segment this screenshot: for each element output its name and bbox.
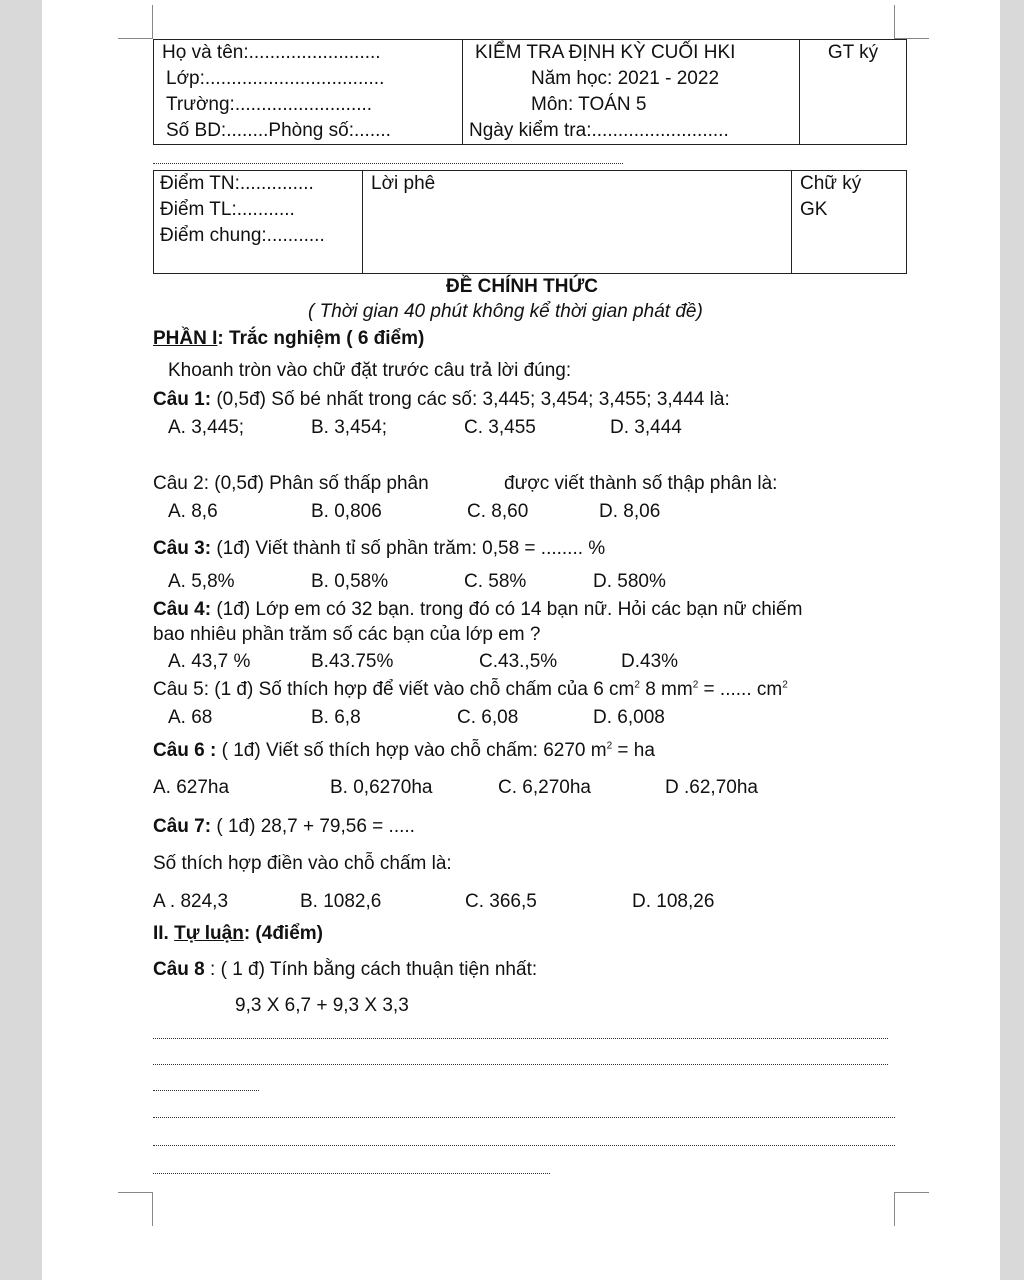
crop-mark-top-right-v [894, 5, 895, 39]
question-7 [153, 815, 415, 839]
q3-option-d[interactable]: D. 580% [593, 571, 666, 592]
question-5-text-b: 8 mm [639, 679, 693, 700]
q3-option-c[interactable]: C. 58% [464, 571, 527, 592]
part2-prefix: II. [153, 923, 175, 944]
question-6-text-a: ( 1đ) Viết số thích hợp vào chỗ chấm: 6270 m [216, 740, 607, 761]
part1-prefix: PHẦN I [153, 328, 218, 349]
q6-option-b[interactable]: B. 0,6270ha [330, 777, 433, 798]
question-8 [153, 958, 537, 982]
question-8-text: : ( 1 đ) Tính bằng cách thuận tiện nhất: [204, 959, 538, 980]
q4-option-b[interactable]: B.43.75% [311, 651, 394, 672]
question-5-text-a: Câu 5: (1 đ) Số thích hợp để viết vào chỗ chấm của 6 cm [153, 679, 635, 700]
question-6-label: Câu 6 : [153, 740, 217, 761]
subject: Môn: TOÁN 5 [531, 94, 647, 115]
question-3-text: (1đ) Viết thành tỉ số phần trăm: 0,58 = ........ % [211, 538, 606, 559]
official-heading: ĐỀ CHÍNH THỨC [446, 276, 598, 297]
separator-dotted-line [153, 163, 623, 164]
question-6-text-b: = ha [612, 740, 655, 761]
time-note: ( Thời gian 40 phút không kể thời gian phát đề) [308, 301, 703, 322]
header-table [153, 39, 907, 145]
q5-option-b[interactable]: B. 6,8 [311, 707, 361, 728]
q6-option-c[interactable]: C. 6,270ha [498, 777, 591, 798]
supervisor-sign-cell [800, 40, 907, 145]
comment-cell[interactable] [363, 171, 792, 274]
part2-title-rest: : (4điểm) [243, 923, 324, 944]
crop-mark-top-left-v [152, 5, 153, 39]
part1-heading [153, 327, 424, 351]
student-id-room-field[interactable]: Số BD:........Phòng số:....... [166, 120, 391, 141]
crop-mark-bottom-right-h [894, 1192, 929, 1193]
score-table [153, 170, 907, 274]
grader-sign-cell [792, 171, 907, 274]
question-3 [153, 537, 605, 561]
exam-date-field[interactable]: Ngày kiểm tra:.......................... [469, 120, 729, 141]
student-class-field[interactable]: Lớp:.................................. [166, 68, 385, 89]
instruction: Khoanh tròn vào chữ đặt trước câu trả lời đúng: [168, 360, 572, 381]
q1-option-b[interactable]: B. 3,454; [311, 417, 388, 438]
exam-info-cell [463, 40, 800, 145]
q1-option-c[interactable]: C. 3,455 [464, 417, 536, 438]
q5-option-a[interactable]: A. 68 [168, 707, 213, 728]
crop-mark-bottom-right-v [894, 1192, 895, 1226]
q7-option-a[interactable]: A . 824,3 [153, 891, 229, 912]
question-4-text-2: bao nhiêu phần trăm số các bạn của lớp em ? [153, 624, 541, 645]
school-year: Năm học: 2021 - 2022 [531, 68, 720, 89]
question-6 [153, 739, 655, 763]
answer-line-5[interactable] [153, 1145, 895, 1146]
student-name-field[interactable]: Họ và tên:......................... [162, 42, 381, 63]
exam-page [42, 0, 1000, 1280]
q5-option-d[interactable]: D. 6,008 [593, 707, 665, 728]
q5-option-c[interactable]: C. 6,08 [457, 707, 519, 728]
question-5-sup-2: 2 [692, 679, 699, 691]
q4-option-c[interactable]: C.43.,5% [479, 651, 558, 672]
question-1 [153, 388, 730, 412]
q4-option-d[interactable]: D.43% [621, 651, 679, 672]
part2-heading [153, 922, 323, 946]
q7-option-c[interactable]: C. 366,5 [465, 891, 537, 912]
student-school-field[interactable]: Trường:.......................... [166, 94, 373, 115]
question-7-text: ( 1đ) 28,7 + 79,56 = ..... [211, 816, 415, 837]
question-4-label: Câu 4: [153, 599, 212, 620]
grader-sign-label-2: GK [800, 199, 828, 220]
score-tn-field[interactable]: Điểm TN:.............. [160, 173, 314, 194]
exam-title: KIỂM TRA ĐỊNH KỲ CUỐI HKI [475, 42, 736, 63]
crop-mark-top-left-h [118, 38, 153, 39]
question-8-expression: 9,3 X 6,7 + 9,3 X 3,3 [235, 995, 409, 1016]
question-5-text-c: = ...... cm [698, 679, 783, 700]
q3-option-b[interactable]: B. 0,58% [311, 571, 389, 592]
q6-option-d[interactable]: D .62,70ha [665, 777, 758, 798]
question-4-text: (1đ) Lớp em có 32 bạn. trong đó có 14 bạn nữ. Hỏi các bạn nữ chiếm [211, 599, 803, 620]
q2-option-a[interactable]: A. 8,6 [168, 501, 218, 522]
question-3-label: Câu 3: [153, 538, 212, 559]
q2-option-b[interactable]: B. 0,806 [311, 501, 382, 522]
score-tl-field[interactable]: Điểm TL:........... [160, 199, 295, 220]
q6-option-a[interactable]: A. 627ha [153, 777, 230, 798]
question-6-sup: 2 [606, 740, 613, 752]
part1-title: : Trắc nghiệm ( 6 điểm) [217, 328, 425, 349]
question-5-sup-1: 2 [634, 679, 640, 691]
answer-line-4[interactable] [153, 1117, 895, 1118]
supervisor-sign-label: GT ký [827, 42, 879, 63]
question-1-text: (0,5đ) Số bé nhất trong các số: 3,445; 3,454; 3,455; 3,444 là: [211, 389, 730, 410]
q2-option-c[interactable]: C. 8,60 [467, 501, 529, 522]
question-5-sup-3: 2 [782, 679, 788, 691]
q1-option-a[interactable]: A. 3,445; [168, 417, 245, 438]
comment-label: Lời phê [371, 173, 436, 194]
question-8-label: Câu 8 [153, 959, 205, 980]
answer-line-6[interactable] [153, 1173, 550, 1174]
question-2-text-a: Câu 2: (0,5đ) Phân số thấp phân [153, 473, 429, 494]
q2-option-d[interactable]: D. 8,06 [599, 501, 661, 522]
student-info-cell [154, 40, 463, 145]
question-2-text-b: được viết thành số thập phân là: [504, 473, 778, 494]
score-total-field[interactable]: Điểm chung:........... [160, 225, 325, 246]
grader-sign-label-1: Chữ ký [800, 173, 862, 194]
question-7-prompt: Số thích hợp điền vào chỗ chấm là: [153, 853, 452, 874]
q7-option-d[interactable]: D. 108,26 [632, 891, 715, 912]
crop-mark-bottom-left-h [118, 1192, 153, 1193]
question-4 [153, 598, 802, 622]
q3-option-a[interactable]: A. 5,8% [168, 571, 235, 592]
q1-option-d[interactable]: D. 3,444 [610, 417, 682, 438]
crop-mark-bottom-left-v [152, 1192, 153, 1226]
question-7-label: Câu 7: [153, 816, 212, 837]
part2-title: Tự luận [174, 923, 244, 944]
q4-option-a[interactable]: A. 43,7 % [168, 651, 251, 672]
answer-line-3[interactable] [153, 1090, 259, 1091]
q7-option-b[interactable]: B. 1082,6 [300, 891, 382, 912]
answer-line-1[interactable] [153, 1038, 888, 1039]
question-5 [153, 678, 788, 702]
question-1-label: Câu 1: [153, 389, 212, 410]
answer-line-2[interactable] [153, 1064, 888, 1065]
score-cell [154, 171, 363, 274]
